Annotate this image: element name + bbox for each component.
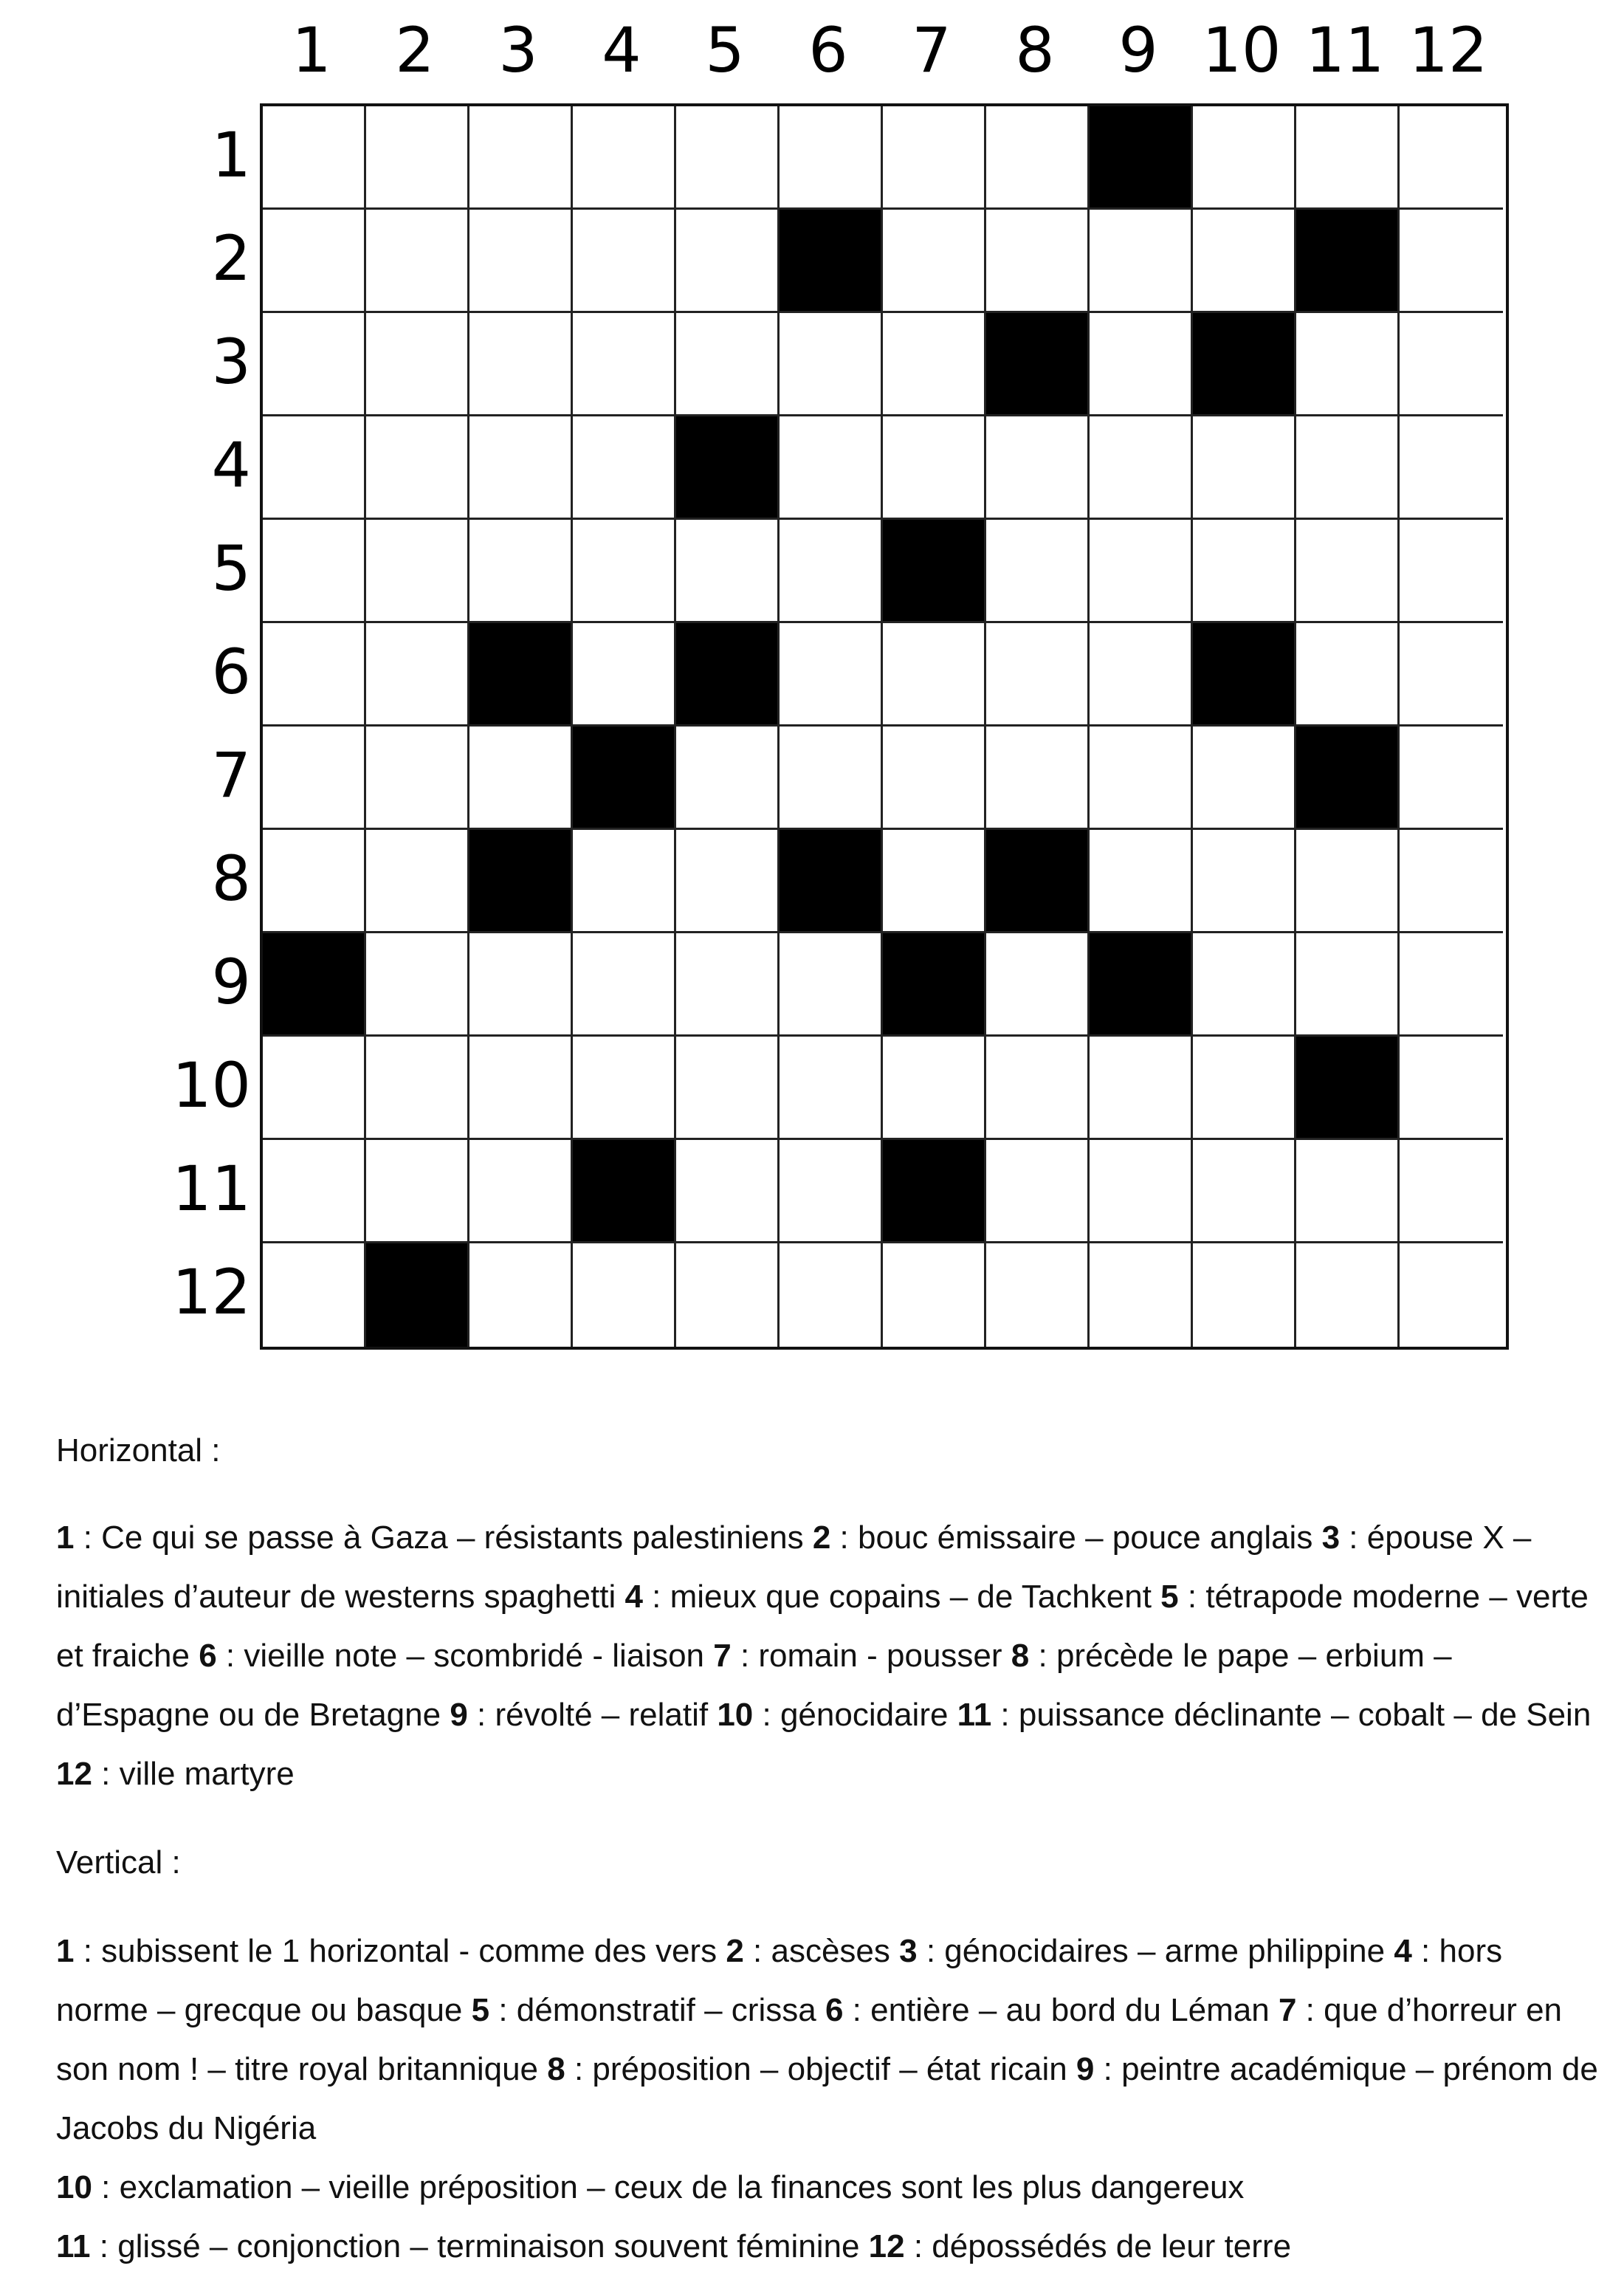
vertical-clue xyxy=(869,2228,1291,2264)
horizontal-clue xyxy=(450,1697,708,1733)
grid-cell[interactable] xyxy=(1193,106,1296,210)
black-cell xyxy=(1296,1037,1400,1140)
clue-number: 1 xyxy=(56,1519,75,1556)
grid-cell[interactable] xyxy=(366,1037,469,1140)
grid-cell[interactable] xyxy=(573,933,676,1037)
grid-cell[interactable] xyxy=(573,1037,676,1140)
grid-cell[interactable] xyxy=(1193,520,1296,623)
clue-text: : épouse X – initiales d’auteur de westerns spaghetti xyxy=(56,1519,1532,1615)
clue-number: 10 xyxy=(56,2169,92,2205)
row-number: 11 xyxy=(172,1153,251,1225)
clue-number: 12 xyxy=(56,1756,92,1792)
grid-cell[interactable] xyxy=(573,520,676,623)
black-cell xyxy=(1296,210,1400,313)
grid-cell[interactable] xyxy=(986,1037,1090,1140)
column-number: 7 xyxy=(912,14,952,86)
clue-number: 2 xyxy=(726,1933,744,1969)
grid-cell[interactable] xyxy=(986,106,1090,210)
grid-cell[interactable] xyxy=(883,1037,986,1140)
grid-cell[interactable] xyxy=(883,106,986,210)
column-number: 9 xyxy=(1118,14,1158,86)
grid-cell[interactable] xyxy=(263,106,366,210)
grid-cell[interactable] xyxy=(263,1037,366,1140)
grid-cell[interactable] xyxy=(883,416,986,520)
black-cell xyxy=(883,520,986,623)
black-cell xyxy=(366,1243,469,1347)
column-number: 12 xyxy=(1408,14,1488,86)
horizontal-title: Horizontal : xyxy=(56,1432,221,1469)
grid-cell[interactable] xyxy=(1090,1243,1193,1347)
grid-cell[interactable] xyxy=(573,313,676,416)
grid-cell[interactable] xyxy=(469,1243,573,1347)
clue-number: 10 xyxy=(717,1697,754,1733)
grid-cell[interactable] xyxy=(263,313,366,416)
row-number: 9 xyxy=(211,946,251,1018)
grid-cell[interactable] xyxy=(1400,1140,1503,1243)
vertical-clue xyxy=(726,1933,890,1969)
clue-text: : mieux que copains – de Tachkent xyxy=(642,1579,1152,1615)
clue-text: : exclamation – vieille préposition – ceux de la finances sont les plus dangereux xyxy=(92,2169,1245,2205)
horizontal-clues xyxy=(56,1508,1599,1804)
clue-number: 2 xyxy=(812,1519,831,1556)
grid-cell[interactable] xyxy=(1296,830,1400,933)
grid-cell[interactable] xyxy=(676,520,780,623)
grid-cell[interactable] xyxy=(1400,313,1503,416)
grid-cell[interactable] xyxy=(986,623,1090,727)
column-number: 5 xyxy=(705,14,745,86)
grid-cell[interactable] xyxy=(1090,210,1193,313)
row-number: 6 xyxy=(211,636,251,708)
black-cell xyxy=(263,933,366,1037)
row-number: 3 xyxy=(211,326,251,398)
clue-text: : glissé – conjonction – terminaison souvent féminine xyxy=(90,2228,860,2264)
grid-cell[interactable] xyxy=(883,1243,986,1347)
grid-cell[interactable] xyxy=(263,520,366,623)
clue-text: : vieille note – scombridé - liaison xyxy=(216,1638,705,1674)
grid-cell[interactable] xyxy=(986,416,1090,520)
grid-cell[interactable] xyxy=(1296,1243,1400,1347)
grid-cell[interactable] xyxy=(986,210,1090,313)
clue-number: 8 xyxy=(547,2051,565,2087)
black-cell xyxy=(780,830,883,933)
horizontal-clue xyxy=(957,1697,1592,1733)
clue-number: 6 xyxy=(199,1638,217,1674)
black-cell xyxy=(883,933,986,1037)
clue-text: : préposition – objectif – état ricain xyxy=(565,2051,1067,2087)
clue-number: 7 xyxy=(713,1638,732,1674)
clue-text: : tétrapode moderne – verte et fraiche xyxy=(56,1579,1589,1674)
grid-cell[interactable] xyxy=(780,416,883,520)
clue-number: 6 xyxy=(825,1992,844,2028)
clue-text: : subissent le 1 horizontal - comme des vers xyxy=(74,1933,718,1969)
grid-cell[interactable] xyxy=(263,416,366,520)
grid-cell[interactable] xyxy=(1193,416,1296,520)
grid-cell[interactable] xyxy=(1090,1140,1193,1243)
black-cell xyxy=(883,1140,986,1243)
grid-cell[interactable] xyxy=(1193,1243,1296,1347)
grid-cell[interactable] xyxy=(263,727,366,830)
grid-cell[interactable] xyxy=(780,520,883,623)
vertical-clue xyxy=(472,1992,816,2028)
clue-text: : dépossédés de leur terre xyxy=(904,2228,1292,2264)
grid-cell[interactable] xyxy=(1296,933,1400,1037)
grid-cell[interactable] xyxy=(883,313,986,416)
grid-cell[interactable] xyxy=(780,1140,883,1243)
grid-cell[interactable] xyxy=(1090,1037,1193,1140)
grid-cell[interactable] xyxy=(986,727,1090,830)
grid-cell[interactable] xyxy=(1090,313,1193,416)
grid-cell[interactable] xyxy=(1400,623,1503,727)
clue-text: : puissance déclinante – cobalt – de Sein xyxy=(991,1697,1592,1733)
clue-number: 7 xyxy=(1278,1992,1297,2028)
grid-cell[interactable] xyxy=(263,210,366,313)
grid-cell[interactable] xyxy=(469,727,573,830)
clue-text: : entière – au bord du Léman xyxy=(843,1992,1270,2028)
horizontal-clue xyxy=(625,1579,1151,1615)
grid-cell[interactable] xyxy=(1193,933,1296,1037)
grid-cell[interactable] xyxy=(469,520,573,623)
horizontal-clue xyxy=(56,1756,295,1792)
horizontal-clue xyxy=(56,1519,804,1556)
grid-cell[interactable] xyxy=(1090,727,1193,830)
row-number: 5 xyxy=(211,532,251,605)
grid-cell[interactable] xyxy=(1193,210,1296,313)
clue-number: 11 xyxy=(56,2228,91,2264)
crossword-grid xyxy=(260,103,1509,1350)
grid-cell[interactable] xyxy=(1090,520,1193,623)
clue-text: : romain - pousser xyxy=(731,1638,1002,1674)
grid-cell[interactable] xyxy=(780,1037,883,1140)
grid-cell[interactable] xyxy=(469,933,573,1037)
row-number: 1 xyxy=(211,119,251,191)
black-cell xyxy=(469,623,573,727)
grid-cell[interactable] xyxy=(676,1243,780,1347)
grid-cell[interactable] xyxy=(573,1243,676,1347)
horizontal-clue xyxy=(713,1638,1002,1674)
grid-cell[interactable] xyxy=(676,210,780,313)
vertical-clue xyxy=(825,1992,1270,2028)
column-number: 2 xyxy=(395,14,435,86)
row-number: 4 xyxy=(211,429,251,501)
grid-cell[interactable] xyxy=(469,106,573,210)
grid-cell[interactable] xyxy=(1296,106,1400,210)
horizontal-clue xyxy=(199,1638,704,1674)
clue-text: : génocidaire xyxy=(753,1697,949,1733)
black-cell xyxy=(1193,313,1296,416)
grid-cell[interactable] xyxy=(1296,623,1400,727)
column-number: 1 xyxy=(292,14,331,86)
row-number: 7 xyxy=(211,739,251,811)
vertical-clue xyxy=(547,2051,1067,2087)
grid-cell[interactable] xyxy=(366,1140,469,1243)
vertical-clue xyxy=(899,1933,1385,1969)
black-cell xyxy=(986,830,1090,933)
grid-cell[interactable] xyxy=(1400,1037,1503,1140)
black-cell xyxy=(676,416,780,520)
clue-number: 9 xyxy=(450,1697,468,1733)
grid-cell[interactable] xyxy=(1400,416,1503,520)
grid-cell[interactable] xyxy=(1193,830,1296,933)
column-number: 8 xyxy=(1015,14,1055,86)
column-number: 4 xyxy=(602,14,641,86)
vertical-clue xyxy=(56,2169,1244,2205)
grid-cell[interactable] xyxy=(1296,313,1400,416)
grid-cell[interactable] xyxy=(676,727,780,830)
clue-number: 12 xyxy=(868,2228,905,2264)
grid-cell[interactable] xyxy=(1090,623,1193,727)
grid-cell[interactable] xyxy=(780,933,883,1037)
vertical-title: Vertical : xyxy=(56,1844,181,1881)
grid-cell[interactable] xyxy=(1400,727,1503,830)
row-number: 10 xyxy=(172,1049,251,1122)
grid-cell[interactable] xyxy=(1193,727,1296,830)
clue-text: : Ce qui se passe à Gaza – résistants palestiniens xyxy=(74,1519,804,1556)
clue-number: 5 xyxy=(1160,1579,1179,1615)
grid-cell[interactable] xyxy=(469,210,573,313)
grid-cell[interactable] xyxy=(366,727,469,830)
clue-text: : peintre académique – prénom de Jacobs du Nigéria xyxy=(56,2051,1598,2146)
grid-cell[interactable] xyxy=(986,1140,1090,1243)
grid-cell[interactable] xyxy=(986,933,1090,1037)
grid-cell[interactable] xyxy=(1193,1140,1296,1243)
grid-cell[interactable] xyxy=(1296,1140,1400,1243)
clue-number: 8 xyxy=(1011,1638,1030,1674)
column-number: 11 xyxy=(1305,14,1385,86)
grid-cell[interactable] xyxy=(573,416,676,520)
grid-cell[interactable] xyxy=(676,1140,780,1243)
row-number: 8 xyxy=(211,842,251,915)
grid-cell[interactable] xyxy=(366,106,469,210)
grid-cell[interactable] xyxy=(780,623,883,727)
grid-cell[interactable] xyxy=(1400,210,1503,313)
clue-text: : hors norme – grecque ou basque xyxy=(56,1933,1503,2028)
grid-cell[interactable] xyxy=(1296,416,1400,520)
grid-cell[interactable] xyxy=(1193,1037,1296,1140)
grid-cell[interactable] xyxy=(366,830,469,933)
black-cell xyxy=(780,210,883,313)
horizontal-clue xyxy=(717,1697,948,1733)
grid-cell[interactable] xyxy=(366,210,469,313)
grid-cell[interactable] xyxy=(676,830,780,933)
grid-cell[interactable] xyxy=(469,1140,573,1243)
grid-cell[interactable] xyxy=(883,830,986,933)
grid-cell[interactable] xyxy=(1400,1243,1503,1347)
column-number: 10 xyxy=(1202,14,1281,86)
black-cell xyxy=(1090,106,1193,210)
vertical-clue xyxy=(56,2228,859,2264)
row-number: 2 xyxy=(211,222,251,295)
clue-number: 1 xyxy=(56,1933,75,1969)
grid-cell[interactable] xyxy=(883,210,986,313)
vertical-clue xyxy=(56,1933,717,1969)
clue-text: : démonstratif – crissa xyxy=(489,1992,816,2028)
grid-cell[interactable] xyxy=(469,1037,573,1140)
clue-number: 3 xyxy=(1321,1519,1341,1556)
grid-cell[interactable] xyxy=(780,106,883,210)
clue-number: 5 xyxy=(471,1992,490,2028)
grid-cell[interactable] xyxy=(366,313,469,416)
grid-cell[interactable] xyxy=(676,1037,780,1140)
grid-cell[interactable] xyxy=(366,623,469,727)
horizontal-clue xyxy=(813,1519,1313,1556)
clue-text: : précède le pape – erbium – d’Espagne ou de Bretagne xyxy=(56,1638,1452,1733)
grid-cell[interactable] xyxy=(573,210,676,313)
clue-number: 11 xyxy=(957,1697,992,1733)
grid-cell[interactable] xyxy=(676,313,780,416)
black-cell xyxy=(1193,623,1296,727)
grid-cell[interactable] xyxy=(366,416,469,520)
clue-number: 3 xyxy=(899,1933,918,1969)
column-number: 6 xyxy=(808,14,848,86)
grid-cell[interactable] xyxy=(366,933,469,1037)
grid-cell[interactable] xyxy=(986,1243,1090,1347)
grid-cell[interactable] xyxy=(1400,830,1503,933)
grid-cell[interactable] xyxy=(1400,520,1503,623)
grid-cell[interactable] xyxy=(1090,416,1193,520)
clue-text: : ascèses xyxy=(743,1933,890,1969)
grid-cell[interactable] xyxy=(1296,520,1400,623)
grid-cell[interactable] xyxy=(676,933,780,1037)
black-cell xyxy=(573,727,676,830)
grid-cell[interactable] xyxy=(469,416,573,520)
grid-cell[interactable] xyxy=(366,520,469,623)
clue-text: : génocidaires – arme philippine xyxy=(917,1933,1386,1969)
grid-cell[interactable] xyxy=(986,520,1090,623)
black-cell xyxy=(986,313,1090,416)
row-number: 12 xyxy=(172,1256,251,1328)
grid-cell[interactable] xyxy=(883,623,986,727)
clue-text: : que d’horreur en son nom ! – titre royal britannique xyxy=(56,1992,1563,2087)
grid-cell[interactable] xyxy=(263,830,366,933)
grid-cell[interactable] xyxy=(573,830,676,933)
grid-cell[interactable] xyxy=(780,1243,883,1347)
clue-number: 4 xyxy=(1394,1933,1412,1969)
grid-cell[interactable] xyxy=(780,727,883,830)
grid-cell[interactable] xyxy=(1090,830,1193,933)
grid-cell[interactable] xyxy=(263,1140,366,1243)
black-cell xyxy=(1296,727,1400,830)
black-cell xyxy=(1090,933,1193,1037)
black-cell xyxy=(469,830,573,933)
black-cell xyxy=(573,1140,676,1243)
black-cell xyxy=(676,623,780,727)
grid-cell[interactable] xyxy=(1400,933,1503,1037)
column-number: 3 xyxy=(498,14,538,86)
vertical-clues xyxy=(56,1922,1599,2276)
grid-cell[interactable] xyxy=(573,623,676,727)
clue-text: : ville martyre xyxy=(92,1756,295,1792)
grid-cell[interactable] xyxy=(780,313,883,416)
clue-number: 9 xyxy=(1076,2051,1095,2087)
grid-cell[interactable] xyxy=(573,106,676,210)
grid-cell[interactable] xyxy=(676,106,780,210)
clue-text: : bouc émissaire – pouce anglais xyxy=(830,1519,1313,1556)
clue-text: : révolté – relatif xyxy=(467,1697,709,1733)
grid-cell[interactable] xyxy=(1400,106,1503,210)
grid-cell[interactable] xyxy=(883,727,986,830)
grid-cell[interactable] xyxy=(263,1243,366,1347)
grid-cell[interactable] xyxy=(469,313,573,416)
clue-number: 4 xyxy=(625,1579,643,1615)
grid-cell[interactable] xyxy=(263,623,366,727)
